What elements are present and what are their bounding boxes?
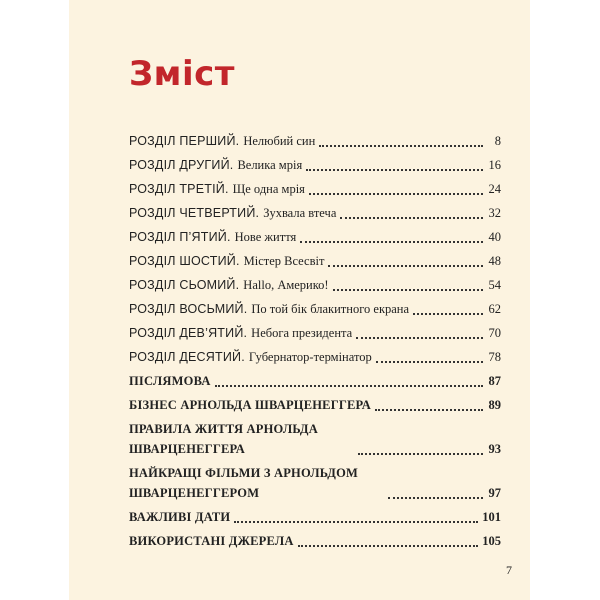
page-ref: 97 (488, 486, 501, 500)
dot-leader (356, 337, 483, 339)
page-ref: 93 (488, 442, 501, 456)
dot-leader (388, 497, 483, 499)
dot-leader (309, 193, 483, 195)
page-ref: 48 (488, 254, 501, 268)
chapter-heading: РОЗДІЛ ДРУГИЙ. (129, 158, 234, 172)
dot-leader (328, 265, 483, 267)
toc-entry-chapter-7 (129, 275, 501, 295)
page-ref: 32 (488, 206, 501, 220)
chapter-heading: РОЗДІЛ П’ЯТИЙ. (129, 230, 231, 244)
dot-leader (333, 289, 483, 291)
chapter-subtitle: Нелюбий син (243, 134, 316, 148)
chapter-subtitle: Губернатор-термінатор (248, 350, 372, 364)
toc-entry-life-rules (129, 419, 501, 459)
dot-leader (298, 545, 479, 547)
dot-leader (340, 217, 483, 219)
section-heading: ВИКОРИСТАНІ ДЖЕРЕЛА (129, 534, 294, 548)
page-ref: 101 (482, 510, 501, 524)
toc-entry-chapter-2 (129, 155, 501, 175)
chapter-heading: РОЗДІЛ ДЕВ’ЯТИЙ. (129, 326, 248, 340)
chapter-heading: РОЗДІЛ ДЕСЯТИЙ. (129, 350, 245, 364)
chapter-subtitle: Нове життя (234, 230, 297, 244)
toc-entry-business (129, 395, 501, 415)
section-heading: ПІСЛЯМОВА (129, 374, 211, 388)
toc-entry-chapter-9 (129, 323, 501, 343)
chapter-heading: РОЗДІЛ ТРЕТІЙ. (129, 182, 229, 196)
page-ref: 89 (488, 398, 501, 412)
toc-entry-chapter-5 (129, 227, 501, 247)
toc-entry-chapter-3 (129, 179, 501, 199)
dot-leader (358, 453, 483, 455)
toc-entry-chapter-8 (129, 299, 501, 319)
page-ref: 105 (482, 534, 501, 548)
dot-leader (234, 521, 478, 523)
dot-leader (306, 169, 483, 171)
dot-leader (215, 385, 483, 387)
chapter-subtitle: Hallo, Америко! (243, 278, 329, 292)
chapter-subtitle: Містер Всесвіт (243, 254, 325, 268)
dot-leader (375, 409, 483, 411)
chapter-heading: РОЗДІЛ ВОСЬМИЙ. (129, 302, 248, 316)
page-number: 7 (506, 563, 512, 577)
section-heading: ПРАВИЛА ЖИТТЯ АРНОЛЬДА ШВАРЦЕНЕГГЕРА (129, 422, 318, 456)
section-heading: ВАЖЛИВІ ДАТИ (129, 510, 231, 524)
chapter-heading: РОЗДІЛ ШОСТИЙ. (129, 254, 240, 268)
page-ref: 24 (488, 182, 501, 196)
page-ref: 78 (488, 350, 501, 364)
toc-entry-afterword (129, 371, 501, 391)
toc-entry-chapter-6 (129, 251, 501, 271)
table-of-contents (129, 131, 501, 555)
chapter-subtitle: Ще одна мрія (232, 182, 305, 196)
page-ref: 40 (488, 230, 501, 244)
chapter-subtitle: По той бік блакитного екрана (251, 302, 410, 316)
toc-entry-chapter-4 (129, 203, 501, 223)
page-title: Зміст (129, 54, 235, 94)
toc-entry-sources (129, 531, 501, 551)
book-page (69, 0, 530, 600)
page-ref: 16 (488, 158, 501, 172)
chapter-subtitle: Небога президента (251, 326, 353, 340)
chapter-heading: РОЗДІЛ ПЕРШИЙ. (129, 134, 240, 148)
chapter-heading: РОЗДІЛ СЬОМИЙ. (129, 278, 240, 292)
dot-leader (376, 361, 483, 363)
section-heading: НАЙКРАЩІ ФІЛЬМИ З АРНОЛЬДОМ ШВАРЦЕНЕГГЕРОМ (129, 466, 359, 500)
dot-leader (300, 241, 483, 243)
page-ref: 54 (488, 278, 501, 292)
dot-leader (413, 313, 483, 315)
page-ref: 70 (488, 326, 501, 340)
page-ref: 8 (494, 134, 501, 148)
toc-entry-important-dates (129, 507, 501, 527)
section-heading: БІЗНЕС АРНОЛЬДА ШВАРЦЕНЕГГЕРА (129, 398, 372, 412)
page-ref: 62 (488, 302, 501, 316)
toc-entry-best-films (129, 463, 501, 503)
chapter-subtitle: Зухвала втеча (263, 206, 337, 220)
toc-entry-chapter-1 (129, 131, 501, 151)
toc-entry-chapter-10 (129, 347, 501, 367)
dot-leader (319, 145, 483, 147)
chapter-subtitle: Велика мрія (237, 158, 303, 172)
chapter-heading: РОЗДІЛ ЧЕТВЕРТИЙ. (129, 206, 260, 220)
page-ref: 87 (488, 374, 501, 388)
